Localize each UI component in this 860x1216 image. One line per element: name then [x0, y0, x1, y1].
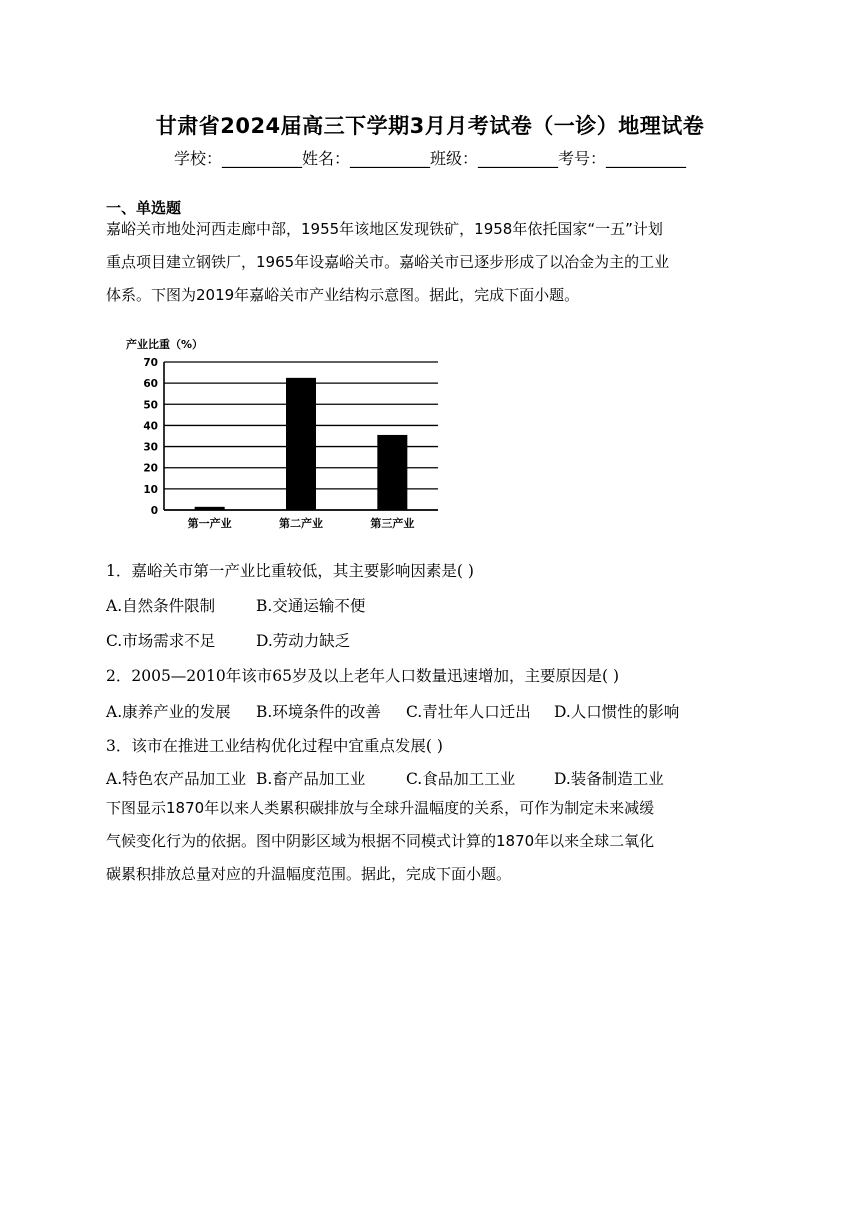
option-c[interactable]: C.食品加工工业 [406, 770, 516, 788]
name-field: 姓名：__________ [301, 149, 430, 168]
chart-bar [195, 507, 225, 510]
chart-y-ticks [143, 357, 158, 517]
school-field: 学校：__________ [173, 149, 302, 168]
option-a[interactable]: A.康养产业的发展 [106, 703, 231, 721]
chart-x-ticks [188, 516, 415, 530]
question-3-options [106, 767, 664, 789]
option-b[interactable]: B.畜产品加工业 [256, 770, 366, 788]
student-info-line [0, 146, 860, 169]
passage-1 [106, 213, 756, 312]
option-d[interactable]: D.人口惯性的影响 [554, 703, 680, 721]
chart-y-tick-label: 60 [143, 378, 158, 391]
passage-1-line: 重点项目建立钢铁厂，1965年设嘉峪关市。嘉峪关市已逐步形成了以冶金为主的工业 [106, 253, 670, 271]
question-1-stem: 1．嘉峪关市第一产业比重较低，其主要影响因素是( ) [106, 562, 474, 580]
question-1-options-row-1 [106, 594, 365, 616]
passage-2 [106, 792, 756, 891]
question-2-options [106, 700, 679, 722]
passage-1-line: 体系。下图为2019年嘉峪关市产业结构示意图。据此，完成下面小题。 [106, 286, 580, 304]
exam-title: 甘肃省2024届高三下学期3月月考试卷（一诊）地理试卷 [155, 114, 705, 138]
chart-y-tick-label: 30 [143, 441, 158, 454]
class-field: 班级：__________ [430, 149, 559, 168]
passage-2-line: 下图显示1870年以来人类累积碳排放与全球升温幅度的关系，可作为制定未来减缓 [106, 799, 655, 817]
chart-x-tick-label: 第三产业 [370, 517, 415, 530]
chart-x-tick-label: 第一产业 [187, 517, 232, 530]
option-d[interactable]: D.装备制造工业 [554, 770, 664, 788]
exam-number-field: 考号：__________ [558, 149, 687, 168]
section-heading: 一、单选题 [106, 199, 182, 217]
option-a[interactable]: A.特色农产品加工业 [106, 770, 247, 788]
industry-structure-chart [112, 330, 452, 540]
passage-2-line: 碳累积排放总量对应的升温幅度范围。据此，完成下面小题。 [106, 865, 512, 883]
passage-1-line: 嘉峪关市地处河西走廊中部，1955年该地区发现铁矿，1958年依托国家“一五”计划 [106, 220, 663, 238]
chart-y-tick-label: 0 [150, 505, 158, 517]
option-d[interactable]: D.劳动力缺乏 [256, 632, 351, 650]
chart-bars [195, 378, 408, 510]
option-c[interactable]: C.市场需求不足 [106, 632, 216, 650]
chart-bar [377, 435, 407, 510]
question-2-stem: 2．2005—2010年该市65岁及以上老年人口数量迅速增加，主要原因是( ) [106, 667, 620, 685]
chart-y-tick-label: 50 [143, 399, 158, 412]
option-c[interactable]: C.青壮年人口迁出 [406, 703, 531, 721]
passage-2-line: 气候变化行为的依据。图中阴影区域为根据不同模式计算的1870年以来全球二氧化 [106, 832, 655, 850]
option-b[interactable]: B.交通运输不便 [256, 597, 366, 615]
option-b[interactable]: B.环境条件的改善 [256, 703, 381, 721]
option-a[interactable]: A.自然条件限制 [106, 597, 216, 615]
chart-y-tick-label: 20 [143, 462, 158, 475]
chart-x-tick-label: 第二产业 [279, 517, 323, 530]
chart-y-tick-label: 10 [143, 483, 158, 496]
question-3-stem: 3．该市在推进工业结构优化过程中宜重点发展( ) [106, 737, 443, 755]
question-1-options-row-2 [106, 629, 350, 651]
chart-y-axis-label: 产业比重（%） [126, 338, 204, 351]
chart-bar [286, 378, 316, 510]
chart-y-tick-label: 40 [143, 420, 158, 433]
chart-y-tick-label: 70 [143, 357, 158, 369]
